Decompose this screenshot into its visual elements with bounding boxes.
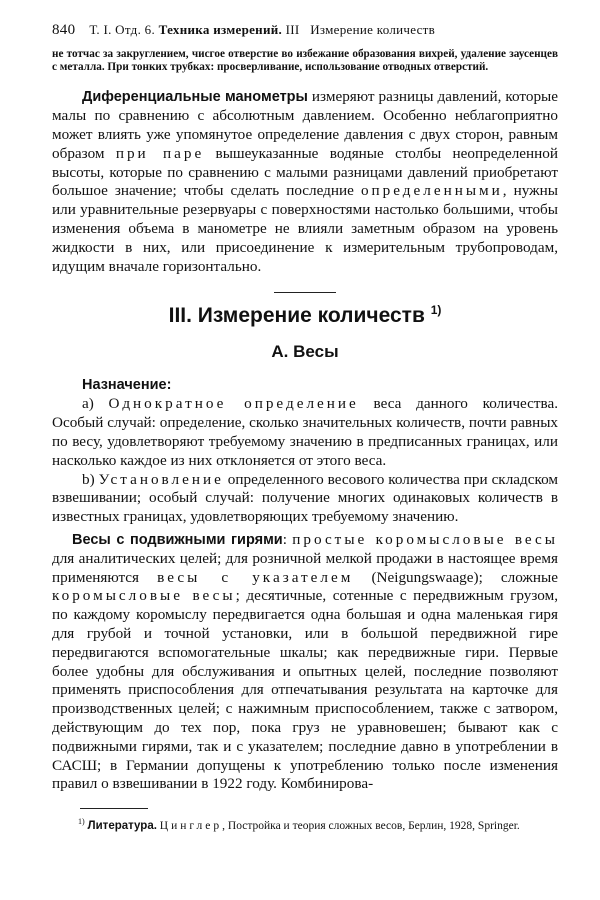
header-chapter: III Измерение количеств bbox=[285, 22, 436, 37]
purpose-a-spaced: Однократное определение bbox=[108, 395, 359, 413]
purpose-a-prefix: а) bbox=[82, 395, 109, 413]
footnote-label: Литература. bbox=[87, 819, 157, 832]
weights-t4: ; десятичные, сотенные с передвижным грузом, по каждому коромыслу передвигается одна большая и одна маленькая гиря для грубой и точной установки, или в большой передвижной гире передвигаются вспомогательные шкалы; как передвижные гири. Первые более удобны для обслуживания и опытных целей, последние позволяют применять приспособления для отпечатывания результата на карточке для производственных целей; с нажимным приспособлением, также с затвором, действующим до тех пор, пока груз не уравновешен; бывают как с подвижными гирями, так и с указателем; последние давно в употреблении в САСШ; в Германии допущены к употреблению только после изменения правил о взвешивании в 1922 году. Комбинирова- bbox=[52, 587, 558, 793]
manometers-spaced2: определенными bbox=[360, 182, 503, 200]
purpose-a-text: веса данного количества. Особый случай: определение, сколько значительных количеств, почти равных по весу, удовлетворяют требуемому значению в предписанных границах, или насколько каждое из них отклоняется от этого веса. bbox=[52, 395, 558, 469]
manometers-spaced1: при паре bbox=[115, 144, 205, 162]
purpose-b-prefix: b) bbox=[82, 470, 99, 488]
weights-t2: для аналитических целей; для розничной мелкой продажи в настоящее время применяются bbox=[52, 549, 558, 586]
footnote bbox=[52, 815, 558, 833]
manometers-lead: Диференциальные манометры bbox=[82, 89, 308, 106]
section-divider bbox=[274, 292, 336, 293]
section-footnote-mark: 1) bbox=[430, 303, 442, 318]
purpose-b-spaced: Установление bbox=[98, 470, 224, 488]
manometers-paragraph bbox=[52, 88, 558, 276]
footnote-text: , Постройка и теория сложных весов, Берлин, 1928, Springer. bbox=[222, 819, 520, 832]
weights-lead: Весы с подвижными гирями bbox=[72, 531, 283, 548]
running-header bbox=[52, 22, 558, 42]
purpose-b-text: определенного весового количества при складском взвешивании; особый случай: получение многих одинаковых количеств в известных границах, удовлетворяющих требуемому значению. bbox=[52, 470, 558, 526]
weights-t3: (Neigungswaage); сложные bbox=[353, 568, 558, 586]
weights-t1: : bbox=[282, 530, 293, 548]
weights-s1: простые коромысловые весы bbox=[292, 530, 558, 548]
subsection-title: А. Весы bbox=[271, 342, 339, 362]
manometers-text3: , нужны или уравнительные резервуары с поверхностями настолько большими, чтобы изменения объема в манометре не влияли заметным образом на уровень жидкости в них, или присоединение к измерительным трубопроводам, идущим вначале горизонтально. bbox=[52, 182, 558, 275]
section-title bbox=[52, 303, 558, 328]
header-section-bold: Техника измерений. bbox=[158, 22, 283, 37]
manometers-text1: измеряют разницы давлений, которые малы по сравнению с абсолютным давлением. Особенно неблагоприятно может влиять уже упомянутое определение давления с двух сторон, равным образом bbox=[52, 88, 559, 162]
weights-paragraph bbox=[52, 531, 558, 794]
top-note: не тотчас за закруглением, чисгое отверстие во избежание образования вихрей, удаление заусенцев с металла. При тонких трубках: просверливание, использование отводных отверстий. bbox=[52, 48, 558, 74]
header-section-path: Т. I. Отд. 6. bbox=[89, 22, 156, 37]
purpose-a-paragraph bbox=[52, 395, 558, 470]
header-section bbox=[89, 22, 435, 38]
manometers-text2: вышеуказанные водяные столбы неопределенной высоты, которые по сравнению с малыми разницами давлений приобретают большое значение; чтобы сделать последние bbox=[52, 144, 558, 200]
section-title-text: III. Измерение количеств bbox=[168, 304, 425, 328]
page-number: 840 bbox=[52, 22, 76, 38]
purpose-label: Назначение: bbox=[82, 377, 172, 394]
footnote-author: Цинглер bbox=[159, 819, 223, 832]
weights-s2: весы с указателем bbox=[157, 568, 354, 586]
footnote-mark: 1) bbox=[78, 817, 85, 827]
footnote-divider bbox=[80, 808, 148, 809]
purpose-b-paragraph bbox=[52, 471, 558, 527]
weights-s3: коромысловые весы bbox=[52, 587, 236, 605]
document-page bbox=[52, 22, 558, 833]
